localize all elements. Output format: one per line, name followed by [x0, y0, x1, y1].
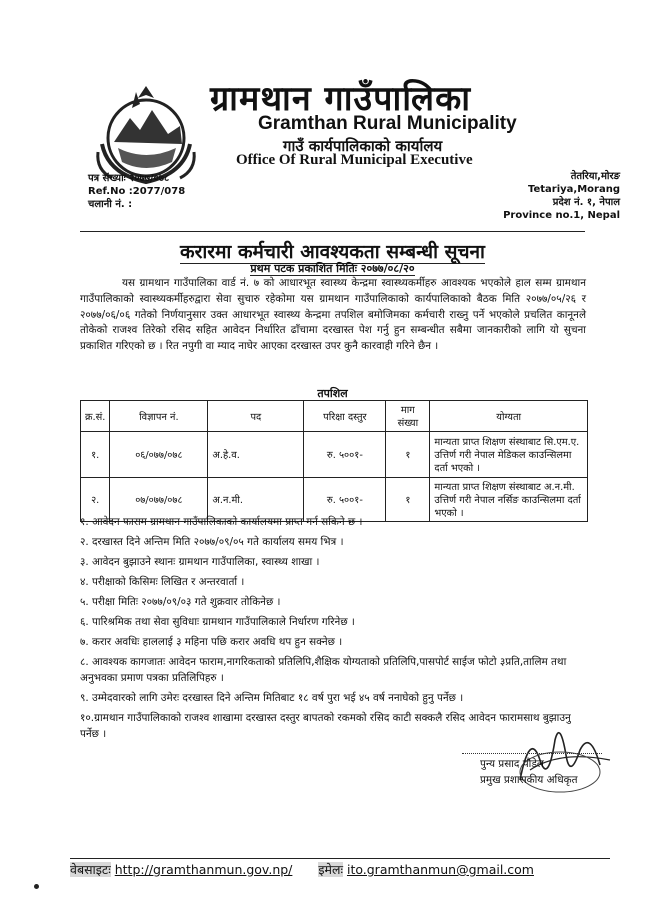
cell-qualification: मान्यता प्राप्त शिक्षण संस्थाबाट सि.एम.ए. उत्तिर्ण गरी नेपाल मेडिकल काउन्सिलमा दर्ता भएको । — [430, 432, 588, 478]
footer-contact — [70, 858, 610, 878]
col-header-post: पद — [208, 401, 304, 432]
scan-mark — [34, 884, 39, 889]
note-item: ५. परीक्षा मितिः २०७७/०९/०३ गते शुक्रवार तोकिनेछ । — [80, 596, 281, 608]
vacancy-table — [80, 400, 588, 522]
cell-advertisement-no: ०७/०७७/०७८ — [110, 478, 208, 522]
table-caption-text: तपशिल — [317, 387, 348, 400]
note-item: १०.ग्रामथान गाउँपालिकाको राजश्व शाखामा दरखास्त दस्तुर बापतको रकमको रसिद काटी सक्कलै रसिद आवेदन फारामसाथ बुझाउनु पर्नेछ । — [80, 712, 571, 740]
table-row — [81, 432, 588, 478]
province-nepali: प्रदेश नं. १, नेपाल — [552, 197, 620, 208]
address-nepali: तेतरिया,मोरङ — [570, 171, 620, 182]
signature-line — [462, 753, 602, 754]
cell-post: अ.हे.व. — [208, 432, 304, 478]
cell-sn: १. — [81, 432, 110, 478]
office-name-english: Office Of Rural Municipal Executive — [236, 152, 473, 168]
note-item: ४. परीक्षाको किसिमः लिखित र अन्तरवार्ता । — [80, 576, 245, 588]
address-english: Tetariya,Morang — [527, 184, 620, 195]
table-header-row — [81, 401, 588, 432]
note-item: ६. पारिश्रमिक तथा सेवा सुविधाः ग्रामथान गाउँपालिकाले निर्धारण गरिनेछ । — [80, 616, 355, 628]
municipality-name-english: Gramthan Rural Municipality — [258, 113, 517, 134]
ref-no: Ref.No :2077/078 — [88, 186, 186, 197]
website-link[interactable]: http://gramthanmun.gov.np/ — [114, 862, 293, 877]
table-caption — [80, 386, 585, 401]
note-item: ३. आवेदन बुझाउने स्थानः ग्रामथान गाउँपालिका, स्वास्थ्य शाखा । — [80, 556, 320, 568]
note-item: ८. आवश्यक कागजातः आवेदन फाराम,नागरिकताको प्रतिलिपि,शैक्षिक योग्यताको प्रतिलिपि,पासपोर्ट साईज फोटो ३प्रति,तालिम तथा अनुभवका प्रमाण पत्रका प्रतिलिपिहरु । — [80, 656, 567, 684]
notice-title-text: करारमा कर्मचारी आवश्यकता सम्बन्धी सूचना — [180, 241, 485, 263]
email-link[interactable]: ito.gramthanmun@gmail.com — [346, 862, 534, 877]
municipality-name-nepali: ग्रामथान गाउँपालिका — [210, 79, 472, 119]
province-english: Province no.1, Nepal — [503, 210, 620, 221]
cell-demand-count: १ — [386, 432, 430, 478]
cell-sn: २. — [81, 478, 110, 522]
notice-body: यस ग्रामथान गाउँपालिका वार्ड नं. ७ को आधारभूत स्वास्थ्य केन्द्रमा स्वास्थ्यकर्मीहरु आवश्यक भएकोले हाल सम्म ग्रामथान गाउँपालिकाको स्वास्थ्यकर्मीहरुद्वारा सेवा सुचारु रहेकोमा यस ग्रामथान गाउँपालिकाको कार्यपालिकाको बैठक मिति २०७७/०५/२६ र २०७७/०६/०६ गतेको निर्णयानुसार उक्त आधारभूत स्वास्थ्य केन्द्रमा तपशिल बमोजिमका कर्मचारी राख्नु पर्ने भएकोले प्रचलित कानूनले तोकेको राजश्व तिरेको रसिद सहित आवेदन निर्धारित ढाँचामा दरखास्त पेश गर्नु हुन सम्बन्धीत सबैमा जानकारीको लागि यो सुचना प्रकाशित गरिएको छ । रित नपुगी वा म्याद नाघेर आएका दरखास्त उपर कुनै कारवाही गरिने छैन । — [80, 277, 586, 353]
chalani-no: चलानी नं. : — [88, 199, 133, 210]
col-header-sn: क्र.सं. — [81, 401, 110, 432]
col-header-advertisement-no: विज्ञापन नं. — [110, 401, 208, 432]
note-item: ९. उम्मेदवारको लागि उमेरः दरखास्त दिने अन्तिम मितिबाट १८ वर्ष पुरा भई ४५ वर्ष ननाघेको हुनु पर्नेछ । — [80, 692, 464, 704]
col-header-qualification: योग्यता — [430, 401, 588, 432]
municipality-emblem-logo — [92, 82, 200, 186]
signatory-name: पुन्य प्रसाद पौडेल — [480, 758, 544, 770]
header-divider — [80, 231, 585, 232]
note-item: ७. करार अवधिः हाललाई ३ महिना पछि करार अवधि थप हुन सक्नेछ । — [80, 636, 343, 648]
cell-exam-fee: रु. ५००१- — [304, 478, 386, 522]
email-label: इमेलः — [318, 862, 343, 877]
cell-qualification: मान्यता प्राप्त शिक्षण संस्थाबाट अ.न.मी. उत्तिर्ण गरी नेपाल नर्सिङ काउन्सिलमा दर्ता भएको । — [430, 478, 588, 522]
notice-subtitle-text: प्रथम पटक प्रकाशित मितिः २०७७/०८/२० — [250, 262, 415, 275]
cell-exam-fee: रु. ५००१- — [304, 432, 386, 478]
col-header-demand-count: माग संख्या — [386, 401, 430, 432]
cell-demand-count: १ — [386, 478, 430, 522]
address-right-block — [470, 170, 620, 222]
cell-post: अ.न.मी. — [208, 478, 304, 522]
patra-sankhya: पत्र संख्याः २०७७/०७८ — [88, 173, 170, 184]
reference-left-block — [88, 172, 288, 211]
col-header-exam-fee: परिक्षा दस्तुर — [304, 401, 386, 432]
office-name-nepali: गाउँ कार्यपालिकाको कार्यालय — [283, 137, 443, 155]
cell-advertisement-no: ०६/०७७/०७८ — [110, 432, 208, 478]
signatory-designation: प्रमुख प्रशासकीय अधिकृत — [480, 774, 578, 786]
notice-subtitle — [80, 261, 585, 276]
note-item: २. दरखास्त दिने अन्तिम मिति २०७७/०९/०५ गते कार्यालय समय भित्र । — [80, 536, 344, 548]
note-item: १. आवेदन फाराम ग्रामथान गाउँपालिकाको कार्यालयमा प्राप्त गर्न सकिने छ । — [80, 516, 363, 528]
website-label: वेबसाइटः — [70, 862, 111, 877]
